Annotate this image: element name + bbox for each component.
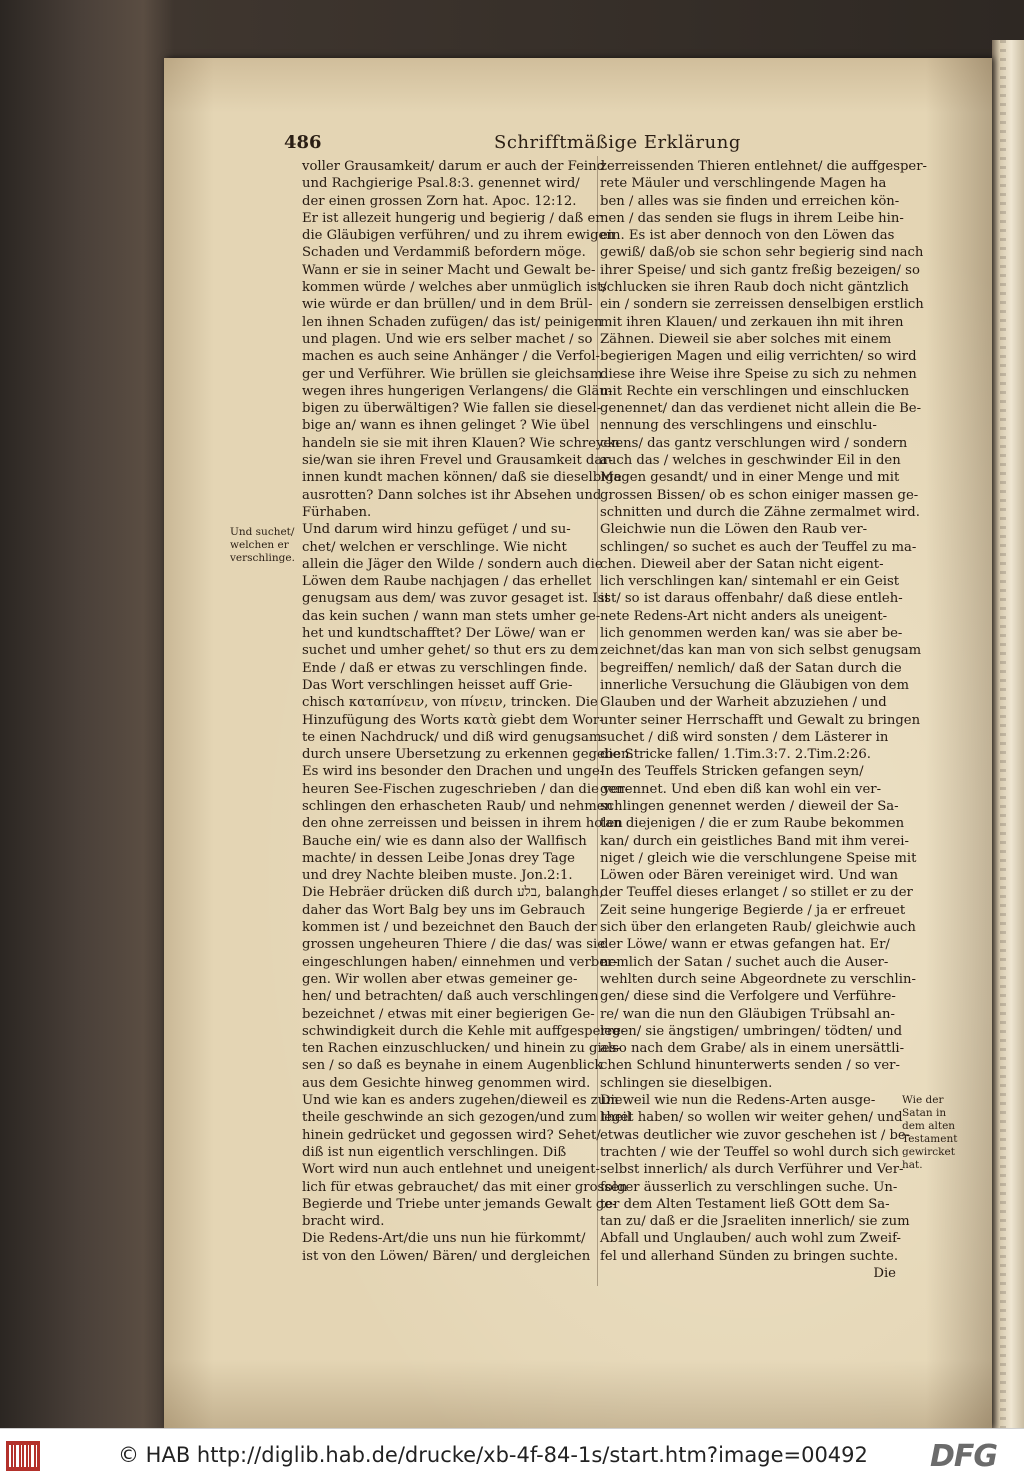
text-line: und drey Nachte bleiben muste. Jon.2:1. [302, 868, 573, 884]
text-line: Zeit seine hungerige Begierde / ja er erfreuet [600, 902, 906, 918]
text-line: Abfall und Unglauben/ auch wohl zum Zweif- [600, 1231, 901, 1247]
text-line: Es wird ins besonder den Drachen und unge- [302, 764, 605, 780]
barcode-icon [6, 1441, 40, 1471]
text-line: hen/ und betrachten/ daß auch verschlingen [302, 989, 599, 1005]
text-line: Schaden und Verdammiß befordern möge. [302, 245, 586, 261]
margin-note-line: Und suchet/ [230, 526, 295, 538]
text-line: also nach dem Grabe/ als in einem unersättli- [600, 1041, 905, 1057]
text-line: nete Redens-Art nicht anders als uneigent- [600, 608, 888, 624]
text-line: tan diejenigen / die er zum Raube bekommen [600, 816, 905, 832]
text-line: begierigen Magen und eilig verrichten/ so wird [600, 349, 917, 365]
text-line: schlingen sie dieselbigen. [600, 1075, 773, 1091]
page-number: 486 [284, 132, 322, 153]
text-line: zeichnet/das kan man von sich selbst genugsam [600, 643, 922, 659]
text-line: ein / sondern sie zerreissen denselbigen erstlich [600, 297, 924, 313]
margin-note-line: verschlinge. [230, 552, 295, 564]
text-line: schlingen den erhascheten Raub/ und nehmen [302, 798, 614, 814]
book-page [164, 58, 992, 1428]
text-line: und Rachgierige Psal.8:3. genennet wird/ [302, 176, 580, 192]
text-line: folger äusserlich zu verschlingen suche. Un- [600, 1179, 898, 1195]
text-line: heuren See-Fischen zugeschrieben / dan die ver- [302, 781, 630, 797]
text-line: lich für etwas gebrauchet/ das mit einer grossen [302, 1179, 628, 1195]
book-page-edge [992, 40, 1024, 1428]
text-line: gewiß/ daß/ob sie schon sehr begierig sind nach [600, 245, 924, 261]
text-line: gen/ diese sind die Verfolgere und Verführe- [600, 989, 896, 1005]
text-line: het und kundtschafftet? Der Löwe/ wan er [302, 626, 585, 642]
text-line: kommen würde / welches aber unmüglich ist/ [302, 280, 607, 296]
text-line: eingeschlungen haben/ einnehmen und verber- [302, 954, 618, 970]
text-line: ist/ so ist daraus offenbahr/ daß diese entleh- [600, 591, 903, 607]
text-line: genennet/ dan das verdienet nicht allein die Be- [600, 401, 922, 417]
text-line: zerreissenden Thieren entlehnet/ die auffgesper- [600, 159, 927, 174]
text-line: daher das Wort Balg bey uns im Gebrauch [302, 902, 586, 918]
text-line: genennet. Und eben diß kan wohl ein ver- [600, 781, 882, 797]
margin-note-left [230, 526, 300, 565]
text-line: Fürhaben. [302, 504, 372, 520]
text-line: Hinzufügung des Worts κατὰ giebt dem Wor- [302, 712, 604, 728]
text-line: ausrotten? Dann solches ist ihr Absehen und [302, 487, 602, 503]
text-line: grossen ungeheuren Thiere / die das/ was sie [302, 937, 606, 953]
text-line: re/ wan die nun den Gläubigen Trübsahl an- [600, 1006, 895, 1022]
text-line: aus dem Gesichte hinweg genommen wird. [302, 1075, 591, 1091]
text-line: rete Mäuler und verschlingende Magen ha [600, 176, 887, 192]
text-line: unter seiner Herrschafft und Gewalt zu bringen [600, 712, 921, 728]
margin-note-line: welchen er [230, 539, 289, 551]
text-line: genugsam aus dem/ was zuvor gesaget ist. Ist [302, 591, 610, 607]
text-line: auch das / welches in geschwinder Eil in den [600, 453, 901, 469]
text-line: schlingen/ so suchet es auch der Teuffel zu ma- [600, 539, 917, 555]
text-line: suchet / diß wird sonsten / dem Lästerer in [600, 729, 889, 745]
text-line: lich verschlingen kan/ sintemahl er ein Geist [600, 574, 900, 590]
running-title: Schrifftmäßige Erklärung [494, 132, 741, 153]
text-line: theile geschwinde an sich gezogen/und zum theil [302, 1110, 632, 1126]
text-line: Dieweil wie nun die Redens-Arten ausge- [600, 1093, 876, 1109]
text-line: ckens/ das gantz verschlungen wird / sondern [600, 435, 908, 451]
text-column-left [302, 158, 634, 1265]
text-line: allein die Jäger den Wilde / sondern auch die [302, 556, 603, 572]
text-line: legen/ sie ängstigen/ umbringen/ tödten/ und [600, 1023, 903, 1039]
text-line: ist von den Löwen/ Bären/ und dergleichen [302, 1248, 591, 1264]
text-line: durch unsere Ubersetzung zu erkennen gegeben. [302, 747, 634, 763]
text-line: die Stricke fallen/ 1.Tim.3:7. 2.Tim.2:26. [600, 747, 871, 763]
text-line: ten Rachen einzuschlucken/ und hinein zu gies- [302, 1041, 621, 1057]
text-line: der Teuffel dieses erlanget / so stillet er zu der [600, 885, 913, 901]
text-line: sich über den erlangeten Raub/ gleichwie auch [600, 920, 916, 936]
text-line: suchet und umher gehet/ so thut ers zu dem [302, 643, 599, 659]
text-line: schwindigkeit durch die Kehle mit auffgesperre- [302, 1023, 626, 1039]
text-line: Und wie kan es anders zugehen/dieweil es zum [302, 1093, 619, 1109]
column-divider [597, 156, 598, 1286]
text-line: Und darum wird hinzu gefüget / und su- [302, 522, 571, 538]
text-line: der Löwe/ wann er etwas gefangen hat. Er/ [600, 937, 890, 953]
text-line: ihrer Speise/ und sich gantz freßig bezeigen/ so [600, 262, 920, 278]
text-line: sie/wan sie ihren Frevel und Grausamkeit dar- [302, 453, 613, 469]
text-line: begreiffen/ nemlich/ daß der Satan durch die [600, 660, 902, 676]
text-line: der einen grossen Zorn hat. Apoc. 12:12. [302, 193, 577, 209]
text-line: diese ihre Weise ihre Speise zu sich zu nehmen [600, 366, 917, 382]
text-line: kan/ durch ein geistliches Band mit ihm verei- [600, 833, 909, 849]
text-line: Begierde und Triebe unter jemands Gewalt ge- [302, 1196, 617, 1212]
text-line: Löwen oder Bären vereiniget wird. Und wan [600, 868, 899, 884]
text-line: nen / das senden sie flugs in ihrem Leibe hin- [600, 210, 904, 226]
text-line: Er ist allezeit hungerig und begierig / daß er [302, 210, 602, 226]
text-line: bigen zu überwältigen? Wie fallen sie diesel- [302, 401, 602, 417]
margin-note-line: Wie der [902, 1094, 944, 1106]
text-line: voller Grausamkeit/ darum er auch der Feind [302, 159, 606, 174]
text-line: te einen Nachdruck/ und diß wird genugsam [302, 729, 602, 745]
text-line: grossen Bissen/ ob es schon einiger massen ge- [600, 487, 919, 503]
text-line: Bauche ein/ wie es dann also der Wallfisch [302, 833, 587, 849]
text-line: schlingen genennet werden / dieweil der Sa- [600, 798, 899, 814]
text-line: mit ihren Klauen/ und zerkauen ihn mit ihren [600, 314, 904, 330]
margin-note-line: gewircket [902, 1146, 955, 1158]
margin-note-line: Testament [902, 1133, 958, 1145]
text-line: fel und allerhand Sünden zu bringen suchte. [600, 1248, 899, 1264]
text-line: schnitten und durch die Zähne zermalmet wird. [600, 504, 920, 520]
text-line: machen es auch seine Anhänger / die Verfol- [302, 349, 601, 365]
text-line: das kein suchen / wann man stets umher ge- [302, 608, 601, 624]
text-line: nemlich der Satan / suchet auch die Auser- [600, 954, 889, 970]
text-line: Wann er sie in seiner Macht und Gewalt be- [302, 262, 596, 278]
text-line: chet/ welchen er verschlinge. Wie nicht [302, 539, 567, 555]
text-line: In des Teuffels Stricken gefangen seyn/ [600, 764, 864, 780]
text-line: wegen ihres hungerigen Verlangens/ die Gläu- [302, 383, 613, 399]
text-line: ben / alles was sie finden und erreichen kön- [600, 193, 900, 209]
text-line: chisch καταπίνειν, von πίνειν, trincken. Die [302, 695, 598, 711]
text-line: gen. Wir wollen aber etwas gemeiner ge- [302, 971, 578, 987]
running-head [284, 132, 932, 154]
text-line: machte/ in dessen Leibe Jonas drey Tage [302, 850, 575, 866]
text-line: sen / so daß es beynahe in einem Augenblick [302, 1058, 603, 1074]
text-line: chen. Dieweil aber der Satan nicht eigent- [600, 556, 884, 572]
text-line: Zähnen. Dieweil sie aber solches mit einem [600, 331, 892, 347]
text-line: Glauben und der Warheit abzuziehen / und [600, 695, 887, 711]
text-line: ger und Verführer. Wie brüllen sie gleichsam [302, 366, 603, 382]
text-line: tan zu/ daß er die Jsraeliten innerlich/ sie zum [600, 1214, 910, 1230]
text-line: ter dem Alten Testament ließ GOtt dem Sa- [600, 1196, 890, 1212]
text-line: mit Rechte ein verschlingen und einschlucken [600, 383, 910, 399]
text-line: innerliche Versuchung die Gläubigen von dem [600, 677, 909, 693]
text-line: bezeichnet / etwas mit einer begierigen Ge- [302, 1006, 595, 1022]
text-line: schlucken sie ihren Raub doch nicht gäntzlich [600, 280, 909, 296]
margin-note-line: dem alten [902, 1120, 956, 1132]
text-line: Die Redens-Art/die uns nun hie fürkommt/ [302, 1231, 586, 1247]
text-line: Die Hebräer drücken diß durch בלע, balangh, [302, 885, 604, 901]
text-line: und plagen. Und wie ers selber machet / so [302, 331, 593, 347]
text-line: die Gläubigen verführen/ und zu ihrem ewigen [302, 228, 615, 244]
margin-note-line: Satan in [902, 1107, 947, 1119]
text-line: kommen ist / und bezeichnet den Bauch der [302, 920, 597, 936]
text-line: wie würde er dan brüllen/ und in dem Brül- [302, 297, 593, 313]
catchword: Die [873, 1266, 896, 1281]
text-line: den ohne zerreissen und beissen in ihrem holen [302, 816, 623, 832]
text-line: innen kundt machen können/ daß sie dieselbige [302, 470, 622, 486]
text-line: Ende / daß er etwas zu verschlingen finde. [302, 660, 588, 676]
text-line: leget haben/ so wollen wir weiter gehen/ und [600, 1110, 903, 1126]
dfg-logo: DFG [930, 1439, 998, 1474]
text-line: Löwen dem Raube nachjagen / das erhellet [302, 574, 592, 590]
text-line: nennung des verschlingens und einschlu- [600, 418, 877, 434]
text-line: etwas deutlicher wie zuvor geschehen ist / be- [600, 1127, 911, 1143]
text-line: niget / gleich wie die verschlungene Speise mit [600, 850, 917, 866]
text-line: Gleichwie nun die Löwen den Raub ver- [600, 522, 868, 538]
text-line: ein. Es ist aber dennoch von den Löwen das [600, 228, 895, 244]
text-line: Das Wort verschlingen heisset auff Grie- [302, 677, 573, 693]
text-line: trachten / wie der Teuffel so wohl durch sich [600, 1144, 899, 1160]
text-line: wehlten durch seine Abgeordnete zu verschlin- [600, 971, 916, 987]
viewer-footer [0, 1428, 1024, 1482]
margin-note-line: hat. [902, 1159, 923, 1171]
text-line: diß ist nun eigentlich verschlingen. Diß [302, 1144, 567, 1160]
text-line: Wort wird nun auch entlehnet und uneigent- [302, 1162, 600, 1178]
text-line: selbst innerlich/ als durch Verführer und Ver- [600, 1162, 904, 1178]
text-line: chen Schlund hinunterwerts senden / so ver- [600, 1058, 900, 1074]
text-line: lich genommen werden kan/ was sie aber be- [600, 626, 903, 642]
book-binding-strip [1000, 40, 1006, 1428]
margin-note-right [902, 1094, 972, 1172]
text-line: hinein gedrücket und gegossen wird? Sehet/ [302, 1127, 601, 1143]
source-url-text[interactable]: © HAB http://diglib.hab.de/drucke/xb-4f-84-1s/start.htm?image=00492 [118, 1443, 868, 1467]
text-line: handeln sie sie mit ihren Klauen? Wie schreyen [302, 435, 620, 451]
text-line: bracht wird. [302, 1214, 385, 1230]
text-line: len ihnen Schaden zufügen/ das ist/ peinigen [302, 314, 603, 330]
text-line: Magen gesandt/ und in einer Menge und mit [600, 470, 900, 486]
text-line: bige an/ wann es ihnen gelinget ? Wie übel [302, 418, 590, 434]
